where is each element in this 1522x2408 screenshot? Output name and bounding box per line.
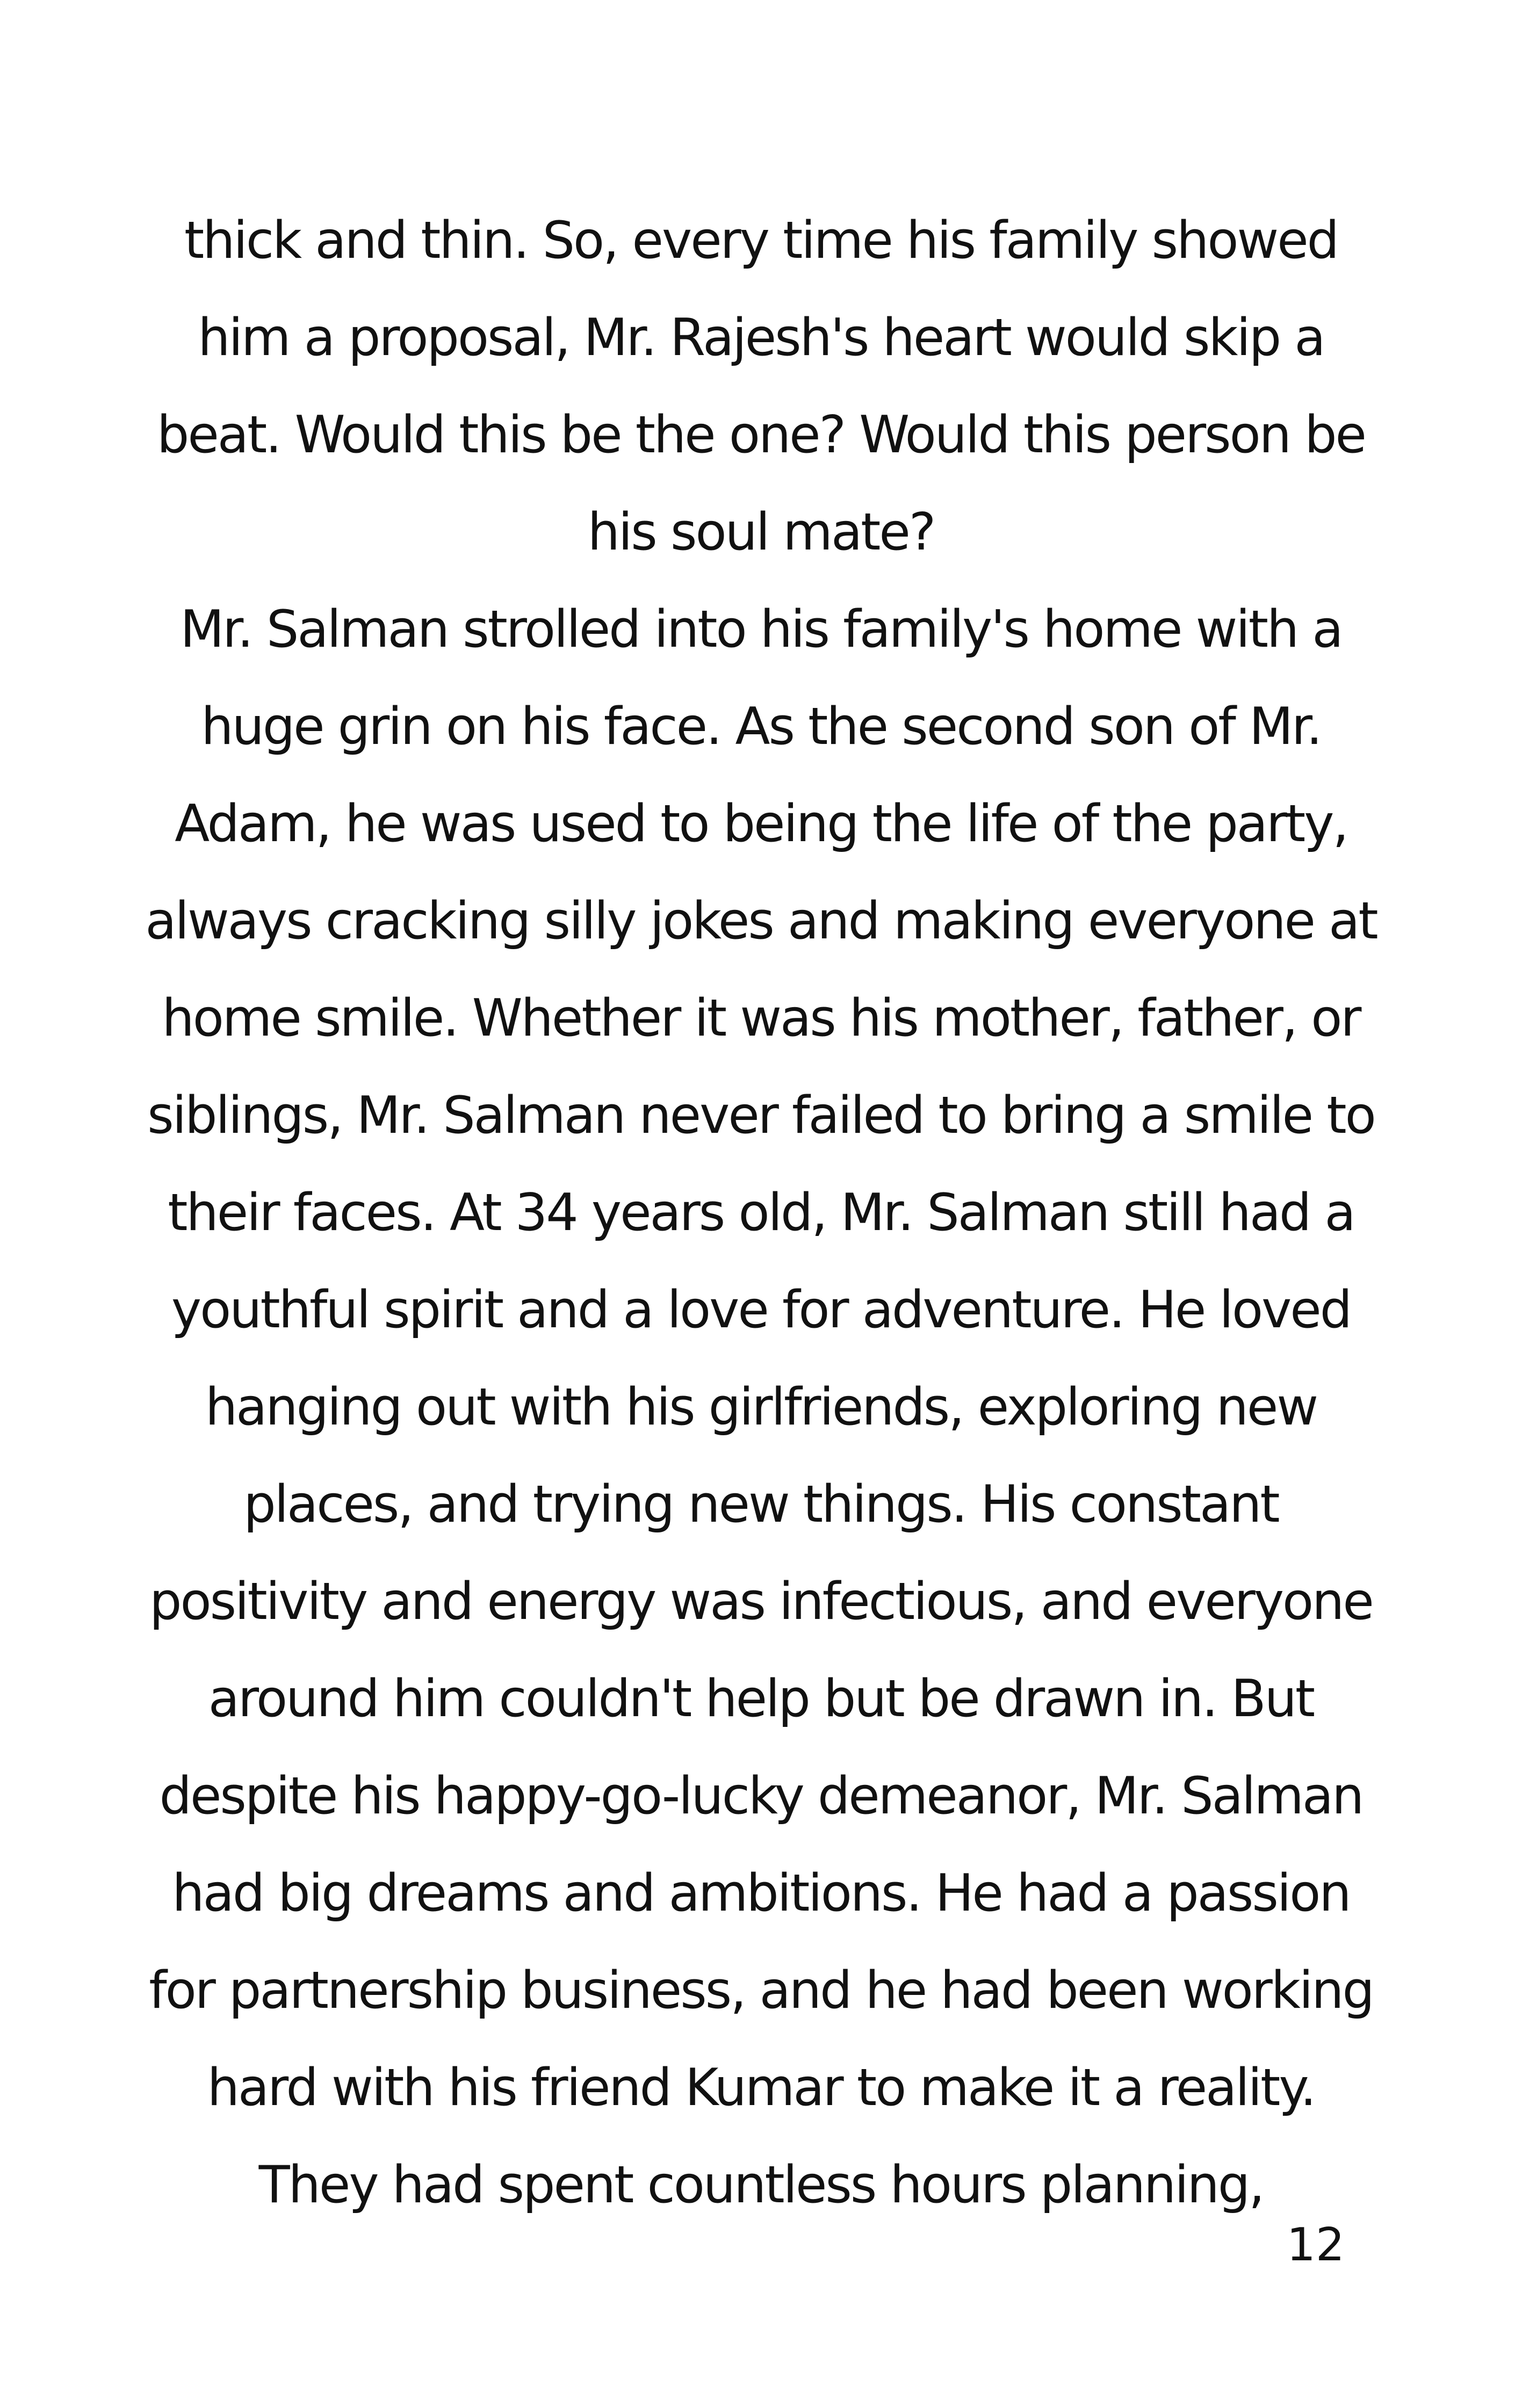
text-line: Adam, he was used to being the life of the party, (175, 794, 1347, 854)
text-line: youthful spirit and a love for adventure. He loved (171, 1281, 1351, 1340)
text-line: thick and thin. So, every time his family showed (184, 211, 1338, 270)
text-line: hard with his friend Kumar to make it a reality. (207, 2058, 1315, 2117)
text-line: hanging out with his girlfriends, exploring new (205, 1378, 1317, 1437)
text-line: They had spent countless hours planning, (258, 2156, 1264, 2215)
text-line: places, and trying new things. His constant (243, 1475, 1279, 1534)
text-line: his soul mate? (587, 503, 935, 562)
text-line: siblings, Mr. Salman never failed to bring a smile to (147, 1086, 1375, 1145)
text-line: their faces. At 34 years old, Mr. Salman still had a (168, 1183, 1354, 1242)
text-line: Mr. Salman strolled into his family's home with a (180, 600, 1342, 659)
body-text (129, 192, 1393, 2234)
text-line: home smile. Whether it was his mother, father, or (162, 989, 1360, 1048)
text-line: huge grin on his face. As the second son of Mr. (201, 697, 1321, 756)
text-line: had big dreams and ambitions. He had a passion (172, 1864, 1350, 1923)
text-line: for partnership business, and he had been working (149, 1961, 1373, 2020)
text-line: him a proposal, Mr. Rajesh's heart would skip a (198, 308, 1324, 367)
page-number: 12 (1286, 2218, 1345, 2272)
text-line: despite his happy-go-lucky demeanor, Mr. Salman (159, 1767, 1363, 1826)
text-line: always cracking silly jokes and making everyone at (145, 892, 1377, 951)
text-line: beat. Would this be the one? Would this person be (157, 406, 1365, 465)
text-line: positivity and energy was infectious, and everyone (149, 1572, 1373, 1631)
text-line: around him couldn't help but be drawn in. But (208, 1669, 1314, 1729)
